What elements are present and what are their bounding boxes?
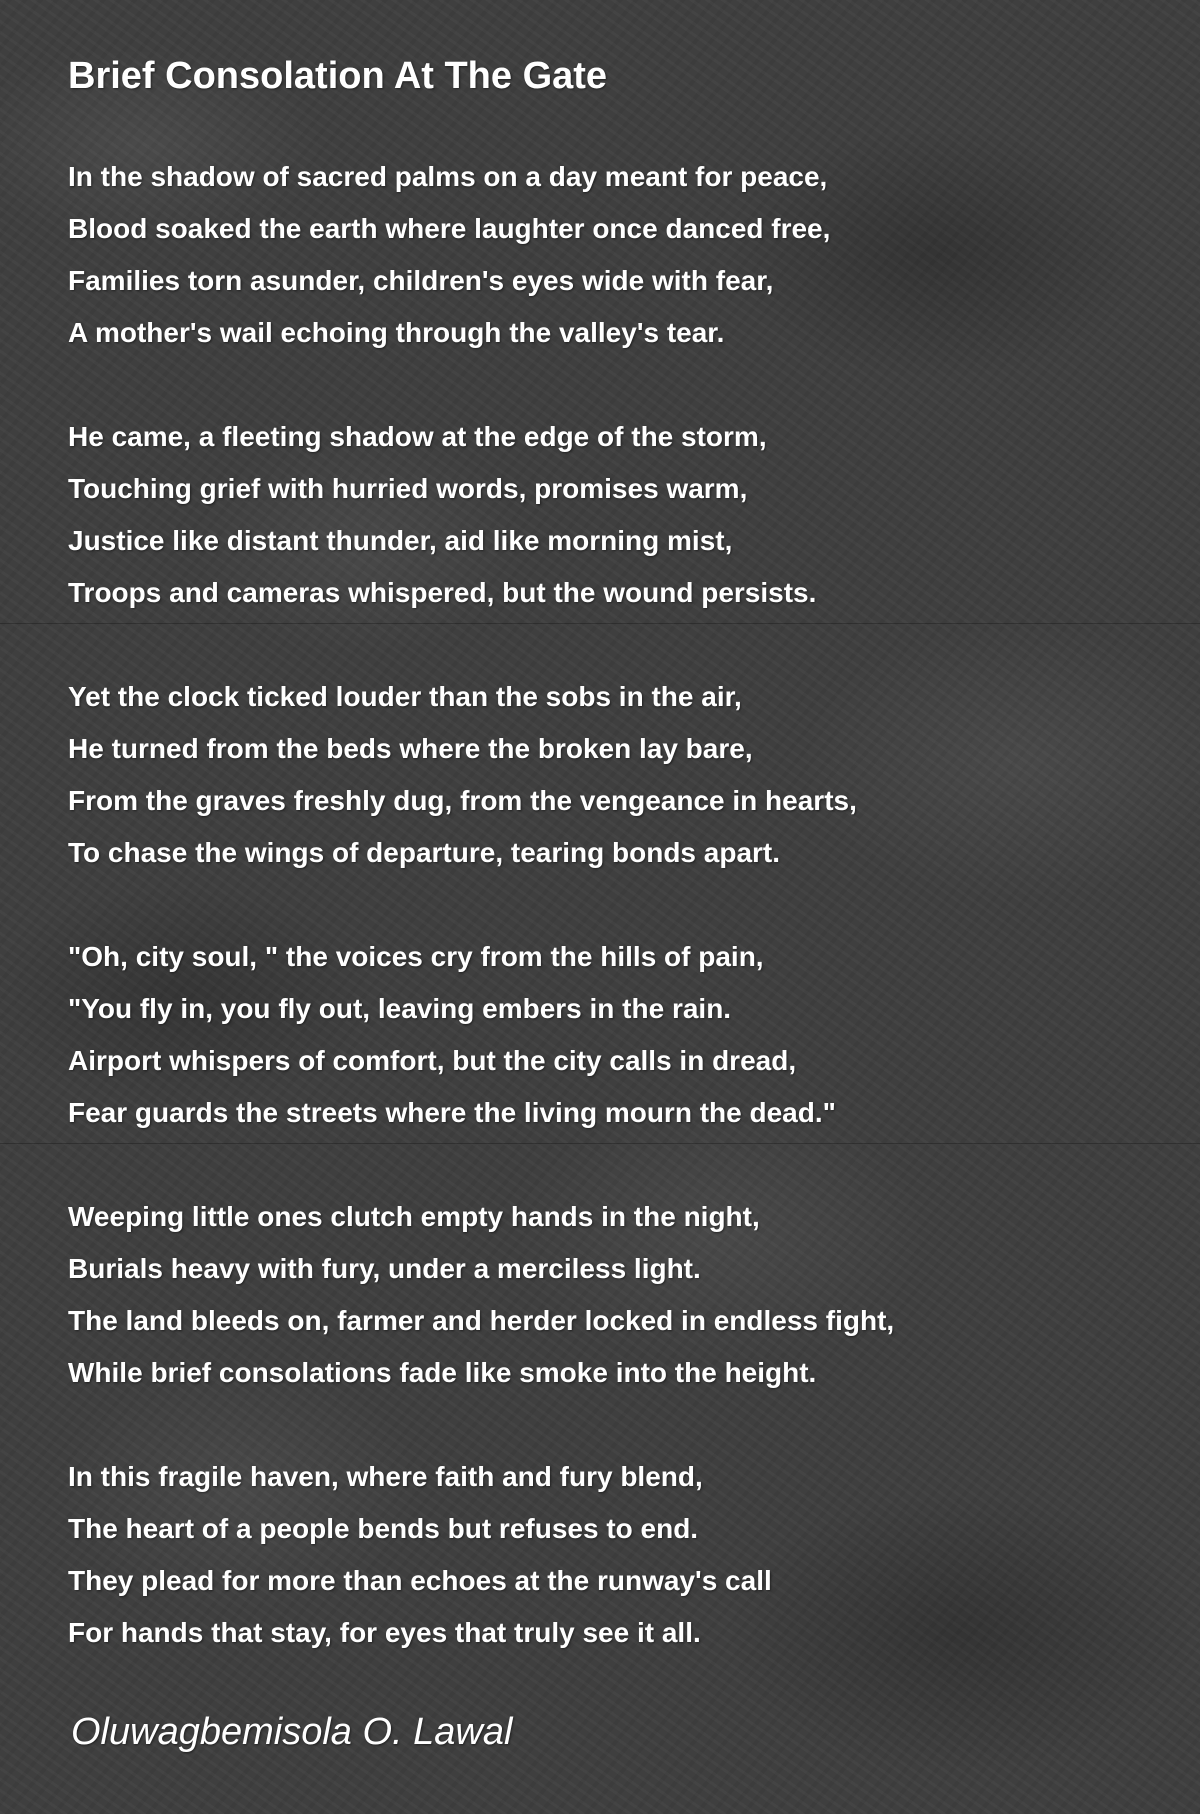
poem-line: "You fly in, you fly out, leaving embers in the rain. [68,993,732,1024]
stanza-5 [68,1191,894,1399]
poem-line: Troops and cameras whispered, but the wound persists. [68,577,817,608]
poem-line: In the shadow of sacred palms on a day meant for peace, [68,161,828,192]
poem-line: A mother's wail echoing through the valley's tear. [68,317,725,348]
poem-line: Fear guards the streets where the living mourn the dead." [68,1097,836,1128]
stanza-4 [68,931,894,1139]
poem-body [68,151,894,1711]
poem-line: From the graves freshly dug, from the vengeance in hearts, [68,785,857,816]
poem-line: While brief consolations fade like smoke into the height. [68,1357,817,1388]
stanza-1 [68,151,894,359]
poem-line: Yet the clock ticked louder than the sobs in the air, [68,681,742,712]
poem-line: He turned from the beds where the broken lay bare, [68,733,753,764]
poem-line: He came, a fleeting shadow at the edge of the storm, [68,421,767,452]
stanza-3 [68,671,894,879]
poem-title: Brief Consolation At The Gate [68,55,608,97]
poem-line: Justice like distant thunder, aid like morning mist, [68,525,733,556]
poem-author: Oluwagbemisola O. Lawal [71,1711,513,1753]
poem-line: The land bleeds on, farmer and herder locked in endless fight, [68,1305,895,1336]
poem-line: To chase the wings of departure, tearing bonds apart. [68,837,781,868]
poem-line: Burials heavy with fury, under a merciless light. [68,1253,701,1284]
poem-line: They plead for more than echoes at the runway's call [68,1565,772,1596]
stanza-2 [68,411,894,619]
poem-line: "Oh, city soul, " the voices cry from the hills of pain, [68,941,764,972]
poem-line: In this fragile haven, where faith and fury blend, [68,1461,703,1492]
poem-line: Weeping little ones clutch empty hands in the night, [68,1201,760,1232]
poem-line: Touching grief with hurried words, promises warm, [68,473,748,504]
stanza-6 [68,1451,894,1659]
poem-line: For hands that stay, for eyes that truly see it all. [68,1617,701,1648]
poem-line: Families torn asunder, children's eyes wide with fear, [68,265,774,296]
poem-line: Airport whispers of comfort, but the city calls in dread, [68,1045,797,1076]
poem-line: Blood soaked the earth where laughter once danced free, [68,213,831,244]
poem-line: The heart of a people bends but refuses to end. [68,1513,699,1544]
